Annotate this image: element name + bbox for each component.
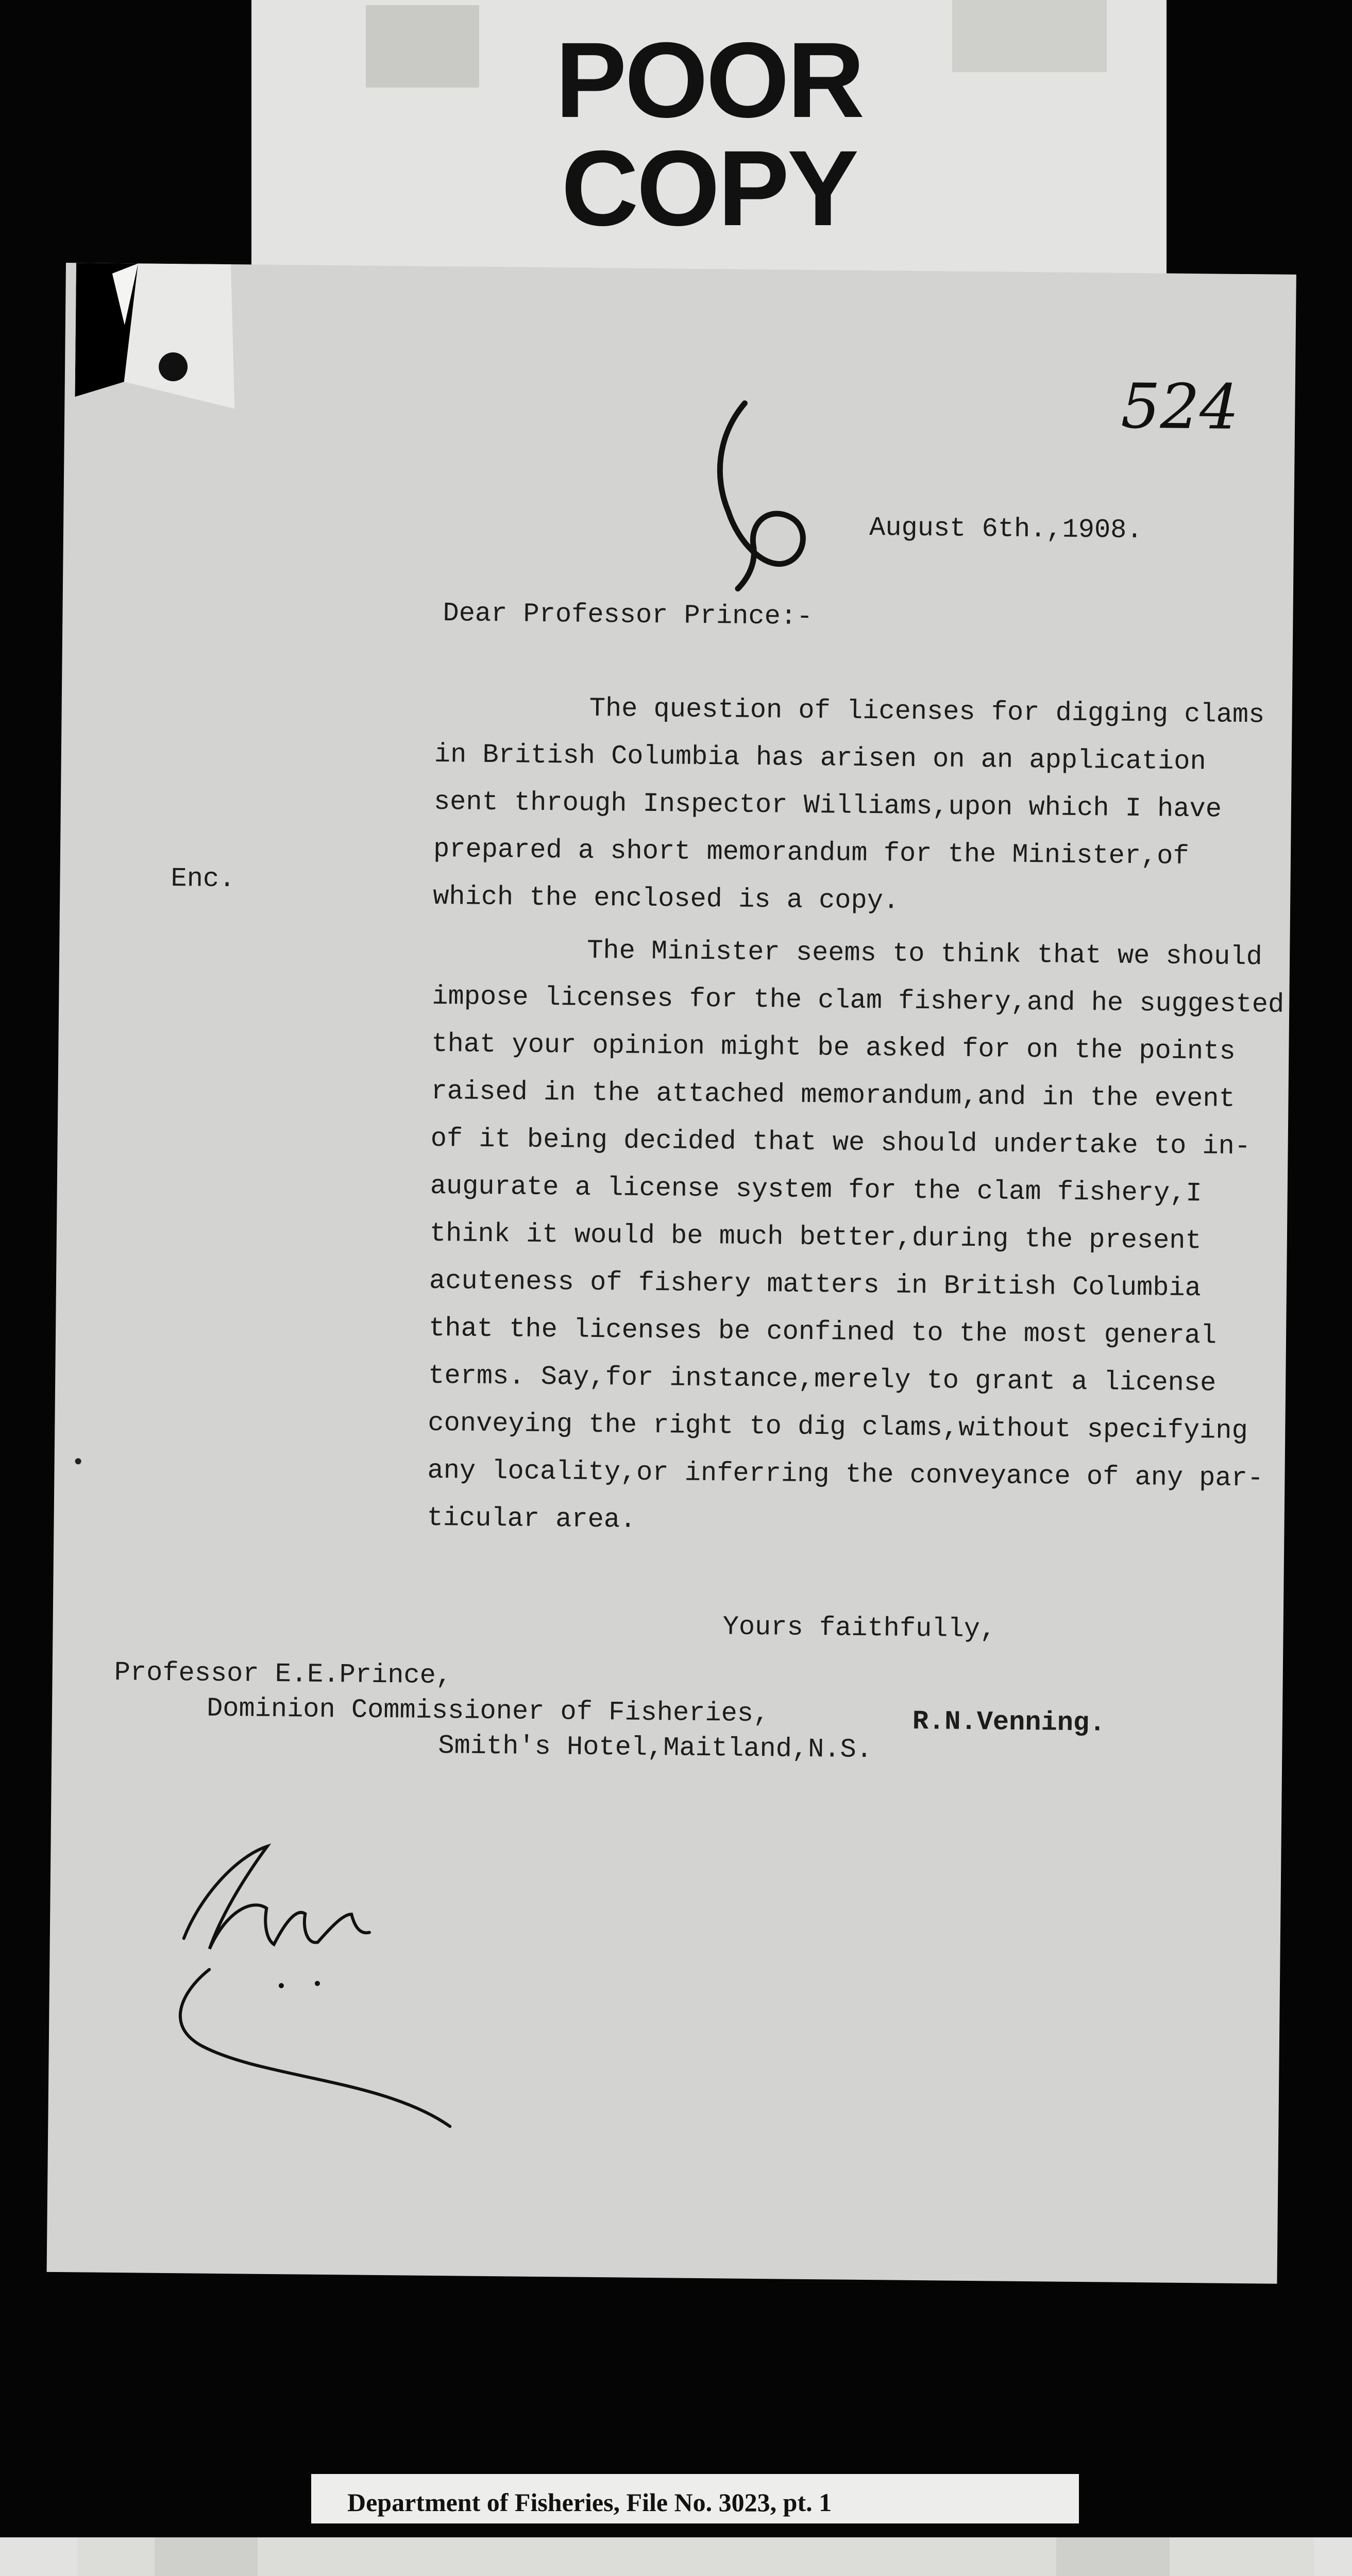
signatory: R.N.Venning. [912, 1706, 1106, 1739]
letter-date: August 6th.,1908. [869, 512, 1143, 546]
body-line: ticular area. [427, 1502, 636, 1535]
body-line: sent through Inspector Williams,upon which I have [433, 786, 1222, 825]
folded-corner-icon [75, 263, 241, 429]
body-line: prepared a short memorandum for the Minister,of [433, 834, 1189, 872]
body-line: terms. Say,for instance,merely to grant a license [428, 1360, 1216, 1399]
body-line: in British Columbia has arisen on an application [434, 739, 1206, 777]
body-line: any locality,or inferring the conveyance of any par- [427, 1455, 1264, 1494]
handwritten-page-number-icon [1121, 371, 1255, 449]
file-label-strip [311, 2474, 1079, 2523]
archives-card [0, 2537, 1352, 2576]
addressee-line: Professor E.E.Prince, [114, 1657, 452, 1691]
svg-text:524: 524 [1120, 370, 1240, 444]
addressee-line: Smith's Hotel,Maitland,N.S. [438, 1731, 873, 1766]
body-line: augurate a license system for the clam fishery,I [430, 1171, 1202, 1209]
body-line: impose licenses for the clam fishery,and he suggested [432, 981, 1285, 1020]
body-line: which the enclosed is a copy. [432, 881, 900, 917]
handwritten-mark-icon [707, 393, 822, 600]
body-line: The Minister seems to think that we should [586, 935, 1263, 973]
body-line: The question of licenses for digging clams [589, 693, 1265, 731]
body-line: that your opinion might be asked for on the points [431, 1028, 1236, 1067]
salutation: Dear Professor Prince:- [443, 598, 813, 632]
body-line: conveying the right to dig clams,without specifying [428, 1408, 1248, 1447]
letter-page [47, 263, 1296, 2284]
body-line: think it would be much better,during the present [429, 1218, 1202, 1257]
stamp-line-copy: COPY [561, 129, 857, 248]
body-line: acuteness of fishery matters in British Columbia [429, 1265, 1202, 1304]
body-line: that the licenses be confined to the most general [428, 1313, 1217, 1351]
handwritten-initials-icon [161, 1835, 525, 2148]
body-line: of it being decided that we should undertake to in- [430, 1123, 1251, 1162]
ink-speck [75, 1458, 81, 1464]
enclosure-note: Enc. [171, 863, 235, 895]
addressee-line: Dominion Commissioner of Fisheries, [206, 1693, 770, 1730]
body-line: raised in the attached memorandum,and in the event [431, 1076, 1236, 1114]
archives-tab [155, 2537, 258, 2576]
file-label: Department of Fisheries, File No. 3023, pt. 1 [347, 2488, 832, 2517]
closing: Yours faithfully, [722, 1612, 996, 1645]
archives-tab [1056, 2537, 1170, 2576]
poor-copy-stamp [251, 0, 1167, 276]
stamp-line-poor: POOR [555, 21, 863, 140]
